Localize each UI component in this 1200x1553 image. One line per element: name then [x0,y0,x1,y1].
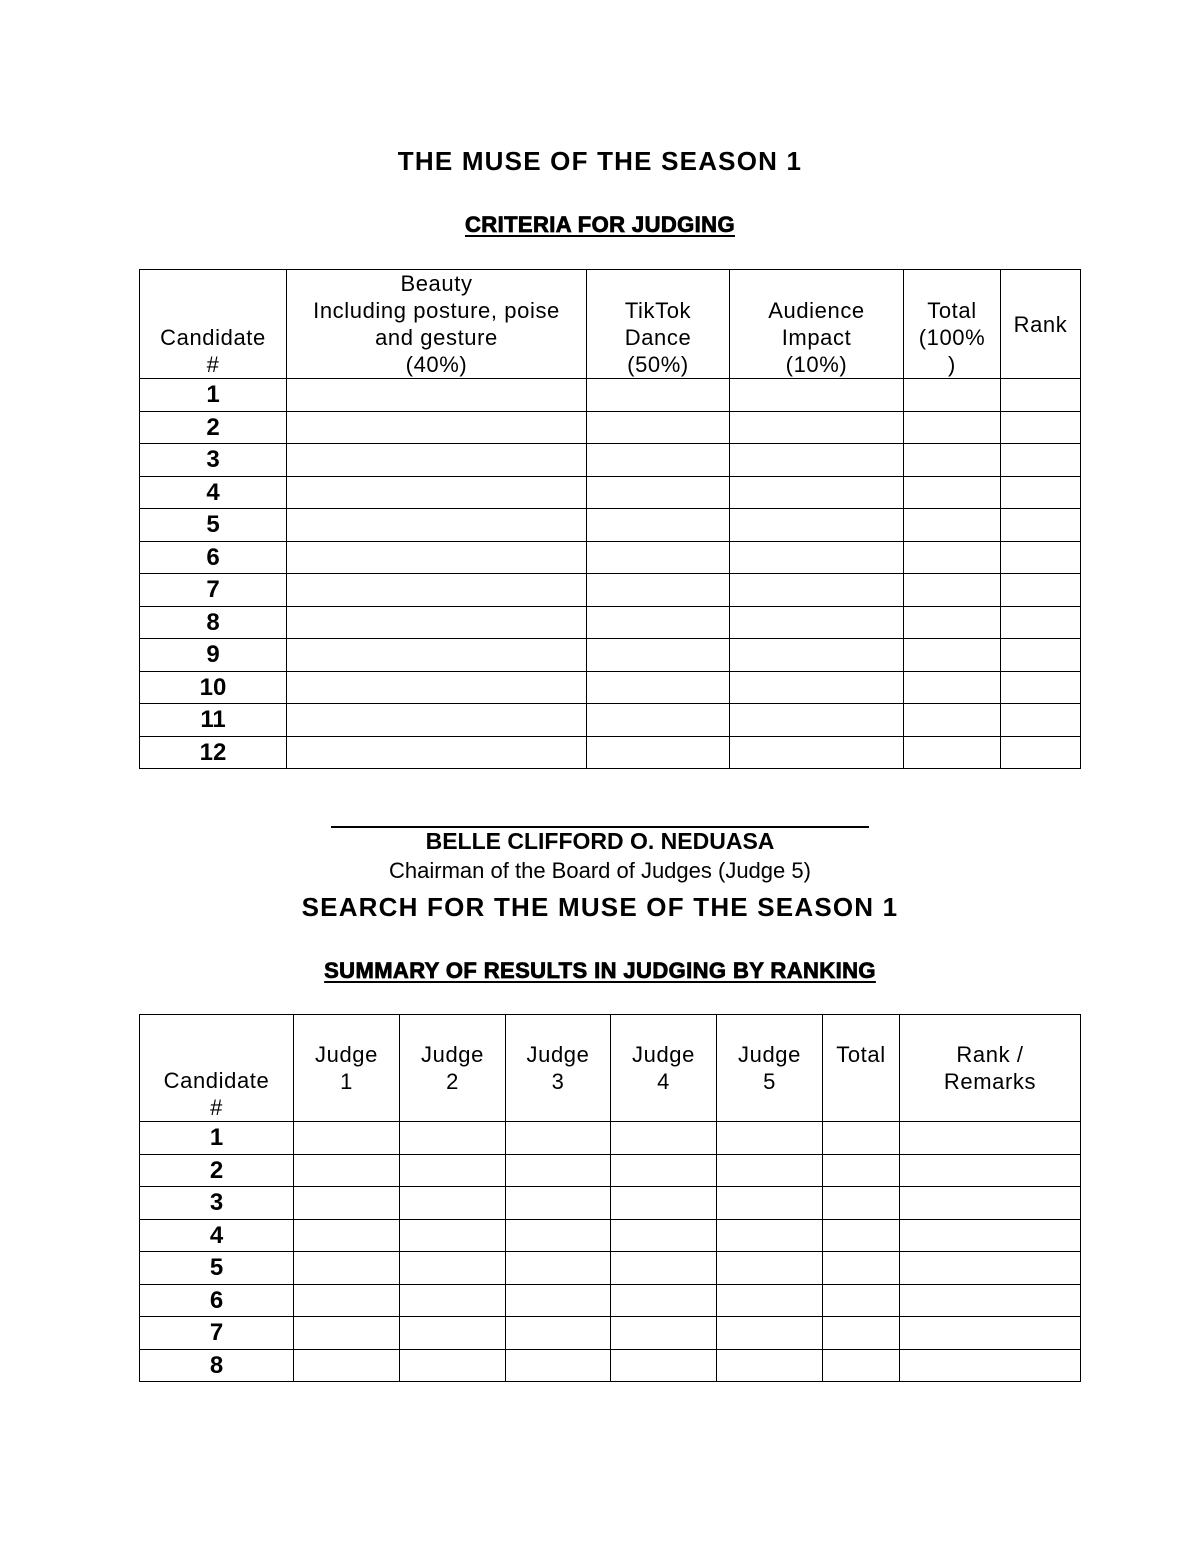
summary-score-cell[interactable] [506,1219,611,1252]
header-judge-2-line-1: Judge [421,1042,484,1067]
criteria-score-cell[interactable] [287,411,587,444]
header-rank-line-1: Rank [1013,311,1068,337]
summary-score-cell[interactable] [823,1252,900,1285]
criteria-score-cell[interactable] [287,541,587,574]
summary-title: SEARCH FOR THE MUSE OF THE SEASON 1 [301,892,899,922]
summary-candidate-number: 7 [140,1317,294,1350]
header-judge-4-line-1: Judge [632,1042,695,1067]
summary-score-cell[interactable] [400,1187,506,1220]
summary-score-cell[interactable] [400,1349,506,1382]
header-candidate [140,270,287,379]
summary-score-cell[interactable] [506,1187,611,1220]
criteria-score-cell[interactable] [587,476,730,509]
header-judge-1 [294,1015,400,1122]
summary-score-cell[interactable] [506,1252,611,1285]
summary-score-cell[interactable] [823,1219,900,1252]
criteria-score-cell[interactable] [587,509,730,542]
criteria-score-cell[interactable] [287,379,587,412]
header-beauty [287,270,587,379]
criteria-score-cell[interactable] [1001,671,1081,704]
criteria-score-cell[interactable] [904,509,1001,542]
summary-score-cell[interactable] [900,1284,1081,1317]
criteria-row [140,736,1081,769]
header-tiktok-line-1: TikTok [624,298,692,323]
summary-score-cell[interactable] [900,1349,1081,1382]
criteria-score-cell[interactable] [287,639,587,672]
criteria-row [140,411,1081,444]
criteria-score-cell[interactable] [730,606,904,639]
criteria-score-cell[interactable] [287,736,587,769]
summary-score-cell[interactable] [506,1349,611,1382]
criteria-candidate-number: 4 [140,476,287,509]
summary-score-cell[interactable] [717,1154,823,1187]
criteria-score-cell[interactable] [1001,476,1081,509]
header-total [904,270,1001,379]
criteria-candidate-number: 8 [140,606,287,639]
header-judge-3 [506,1015,611,1122]
summary-score-cell[interactable] [400,1317,506,1350]
header-total-line-2: (100% [918,325,986,350]
criteria-score-cell[interactable] [730,444,904,477]
header-beauty-line-4: (40%) [405,352,468,377]
summary-score-cell[interactable] [717,1284,823,1317]
criteria-score-cell[interactable] [904,379,1001,412]
summary-score-cell[interactable] [294,1154,400,1187]
header-audience-line-3: (10%) [785,352,848,377]
summary-subtitle: SUMMARY OF RESULTS IN JUDGING BY RANKING [324,958,876,983]
criteria-score-cell[interactable] [1001,379,1081,412]
summary-score-cell[interactable] [717,1219,823,1252]
summary-score-cell[interactable] [717,1317,823,1350]
summary-score-cell[interactable] [611,1122,717,1155]
criteria-score-cell[interactable] [587,379,730,412]
summary-score-cell[interactable] [506,1284,611,1317]
criteria-score-cell[interactable] [730,671,904,704]
summary-score-cell[interactable] [294,1252,400,1285]
summary-candidate-number: 8 [140,1349,294,1382]
criteria-candidate-number: 1 [140,379,287,412]
criteria-score-cell[interactable] [904,736,1001,769]
header-judge-1-line-1: Judge [315,1042,378,1067]
criteria-score-cell[interactable] [1001,411,1081,444]
summary-candidate-number: 5 [140,1252,294,1285]
criteria-score-cell[interactable] [904,671,1001,704]
criteria-candidate-number: 6 [140,541,287,574]
criteria-score-cell[interactable] [730,411,904,444]
header-tiktok-dance [587,270,730,379]
header-audience-line-2: Impact [781,325,852,350]
summary-score-cell[interactable] [294,1122,400,1155]
header-judge-5-line-2: 5 [763,1069,776,1094]
criteria-score-cell[interactable] [904,444,1001,477]
header-judge-1-line-2: 1 [340,1069,353,1094]
criteria-row [140,509,1081,542]
summary-candidate-number: 3 [140,1187,294,1220]
criteria-row [140,379,1081,412]
criteria-score-cell[interactable] [587,671,730,704]
criteria-row [140,671,1081,704]
criteria-candidate-number: 3 [140,444,287,477]
criteria-score-cell[interactable] [287,704,587,737]
header-rank [1001,270,1081,379]
summary-score-cell[interactable] [717,1349,823,1382]
criteria-score-cell[interactable] [730,736,904,769]
summary-table [139,1014,1081,1382]
judge-role: Chairman of the Board of Judges (Judge 5) [389,858,811,883]
summary-score-cell[interactable] [717,1252,823,1285]
summary-score-cell[interactable] [900,1154,1081,1187]
summary-row [140,1122,1081,1155]
summary-score-cell[interactable] [717,1187,823,1220]
criteria-score-cell[interactable] [904,476,1001,509]
summary-header-rank-remarks [900,1015,1081,1122]
summary-score-cell[interactable] [611,1219,717,1252]
summary-row [140,1219,1081,1252]
summary-score-cell[interactable] [823,1284,900,1317]
criteria-row [140,606,1081,639]
criteria-score-cell[interactable] [587,411,730,444]
summary-score-cell[interactable] [717,1122,823,1155]
header-judge-4-line-2: 4 [657,1069,670,1094]
summary-score-cell[interactable] [506,1154,611,1187]
criteria-score-cell[interactable] [287,671,587,704]
summary-row [140,1252,1081,1285]
summary-row [140,1284,1081,1317]
criteria-row [140,574,1081,607]
summary-score-cell[interactable] [900,1187,1081,1220]
criteria-score-cell[interactable] [1001,704,1081,737]
criteria-score-cell[interactable] [904,541,1001,574]
summary-header-candidate-line-2: # [210,1095,223,1120]
criteria-score-cell[interactable] [1001,606,1081,639]
header-beauty-line-3: and gesture [375,325,498,350]
header-tiktok-line-2: Dance [624,325,692,350]
summary-score-cell[interactable] [900,1122,1081,1155]
summary-row [140,1317,1081,1350]
summary-row [140,1349,1081,1382]
judge-name: BELLE CLIFFORD O. NEDUASA [425,828,775,854]
criteria-score-cell[interactable] [587,704,730,737]
page-title: THE MUSE OF THE SEASON 1 [397,146,803,176]
criteria-score-cell[interactable] [1001,736,1081,769]
criteria-score-cell[interactable] [904,704,1001,737]
header-judge-2 [400,1015,506,1122]
summary-score-cell[interactable] [823,1317,900,1350]
summary-score-cell[interactable] [611,1349,717,1382]
criteria-score-cell[interactable] [904,639,1001,672]
summary-score-cell[interactable] [294,1219,400,1252]
summary-score-cell[interactable] [294,1349,400,1382]
header-audience-impact [730,270,904,379]
criteria-score-cell[interactable] [287,606,587,639]
criteria-score-cell[interactable] [730,509,904,542]
summary-score-cell[interactable] [611,1317,717,1350]
summary-header-total [823,1015,900,1122]
summary-header-candidate [140,1015,294,1122]
summary-candidate-number: 6 [140,1284,294,1317]
criteria-score-cell[interactable] [1001,541,1081,574]
criteria-score-cell[interactable] [587,541,730,574]
criteria-score-cell[interactable] [1001,509,1081,542]
criteria-score-cell[interactable] [904,574,1001,607]
criteria-candidate-number: 12 [140,736,287,769]
header-judge-5 [717,1015,823,1122]
criteria-score-cell[interactable] [587,574,730,607]
header-tiktok-line-3: (50%) [627,352,689,377]
summary-score-cell[interactable] [900,1317,1081,1350]
summary-score-cell[interactable] [900,1219,1081,1252]
criteria-candidate-number: 5 [140,509,287,542]
criteria-table [139,269,1081,769]
summary-candidate-number: 2 [140,1154,294,1187]
criteria-row [140,639,1081,672]
criteria-score-cell[interactable] [730,639,904,672]
header-beauty-line-1: Beauty [400,271,473,296]
summary-score-cell[interactable] [506,1122,611,1155]
summary-header-total-line-1: Total [836,1042,886,1067]
summary-score-cell[interactable] [611,1187,717,1220]
summary-score-cell[interactable] [294,1187,400,1220]
summary-candidate-number: 1 [140,1122,294,1155]
summary-row [140,1154,1081,1187]
criteria-score-cell[interactable] [730,541,904,574]
criteria-candidate-number: 11 [140,704,287,737]
header-beauty-line-2: Including posture, poise [313,298,560,323]
header-judge-3-line-1: Judge [526,1042,590,1067]
header-audience-line-1: Audience [768,298,865,323]
criteria-score-cell[interactable] [730,379,904,412]
summary-score-cell[interactable] [400,1219,506,1252]
summary-score-cell[interactable] [823,1187,900,1220]
criteria-score-cell[interactable] [730,574,904,607]
summary-score-cell[interactable] [400,1154,506,1187]
summary-score-cell[interactable] [823,1154,900,1187]
section-subtitle: CRITERIA FOR JUDGING [465,212,735,237]
summary-score-cell[interactable] [611,1252,717,1285]
header-judge-3-line-2: 3 [551,1069,565,1094]
summary-score-cell[interactable] [400,1122,506,1155]
criteria-score-cell[interactable] [587,444,730,477]
header-total-line-1: Total [927,298,977,323]
criteria-row [140,541,1081,574]
summary-score-cell[interactable] [900,1252,1081,1285]
summary-header-rank-line-1: Rank / [956,1042,1024,1067]
header-judge-5-line-1: Judge [738,1042,801,1067]
header-judge-4 [611,1015,717,1122]
criteria-score-cell[interactable] [1001,444,1081,477]
criteria-score-cell[interactable] [287,509,587,542]
criteria-score-cell[interactable] [1001,574,1081,607]
criteria-score-cell[interactable] [730,704,904,737]
summary-score-cell[interactable] [506,1317,611,1350]
header-candidate-line-1: Candidate [160,325,266,350]
criteria-row [140,444,1081,477]
header-candidate-line-2: # [206,352,220,377]
summary-header-rank-line-2: Remarks [943,1069,1037,1094]
criteria-row [140,476,1081,509]
summary-row [140,1187,1081,1220]
criteria-score-cell[interactable] [587,639,730,672]
criteria-score-cell[interactable] [904,606,1001,639]
criteria-score-cell[interactable] [587,606,730,639]
criteria-score-cell[interactable] [587,736,730,769]
criteria-candidate-number: 10 [140,671,287,704]
criteria-score-cell[interactable] [1001,639,1081,672]
criteria-candidate-number: 9 [140,639,287,672]
criteria-score-cell[interactable] [730,476,904,509]
summary-score-cell[interactable] [611,1154,717,1187]
summary-score-cell[interactable] [400,1252,506,1285]
summary-score-cell[interactable] [823,1122,900,1155]
summary-score-cell[interactable] [294,1317,400,1350]
summary-score-cell[interactable] [294,1284,400,1317]
criteria-candidate-number: 2 [140,411,287,444]
header-total-line-3: ) [948,352,956,377]
criteria-candidate-number: 7 [140,574,287,607]
summary-score-cell[interactable] [823,1349,900,1382]
summary-header-candidate-line-1: Candidate [163,1068,270,1093]
summary-score-cell[interactable] [400,1284,506,1317]
criteria-score-cell[interactable] [904,411,1001,444]
criteria-score-cell[interactable] [287,476,587,509]
criteria-score-cell[interactable] [287,444,587,477]
criteria-score-cell[interactable] [287,574,587,607]
header-judge-2-line-2: 2 [446,1069,459,1094]
summary-score-cell[interactable] [611,1284,717,1317]
criteria-row [140,704,1081,737]
summary-candidate-number: 4 [140,1219,294,1252]
